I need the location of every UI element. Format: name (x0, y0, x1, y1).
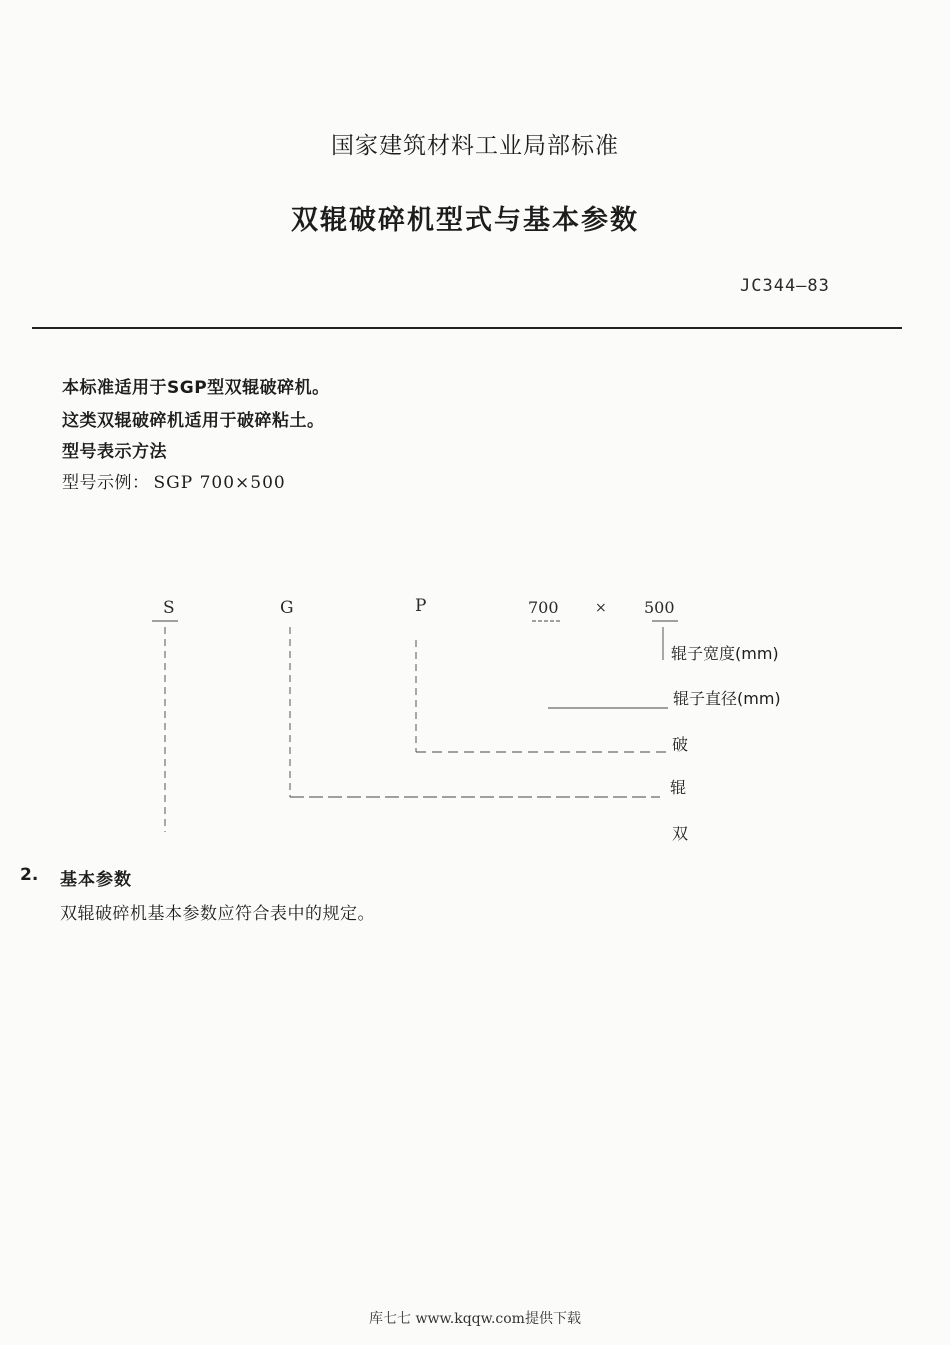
section-body: 双辊破碎机基本参数应符合表中的规定。 (60, 904, 375, 924)
issuer-title: 国家建筑材料工业局部标准 (331, 133, 619, 159)
footer-source: 库七七 www.kqqw.com提供下载 (369, 1311, 581, 1327)
document-title: 双辊破碎机型式与基本参数 (291, 205, 639, 236)
symbol-g: G (280, 598, 294, 618)
label-gun: 辊 (670, 778, 687, 797)
usage-paragraph: 这类双辊破碎机适用于破碎粘土。 (62, 411, 325, 431)
label-shuang: 双 (672, 824, 689, 843)
model-example-label: 型号示例： (62, 473, 150, 493)
symbol-p: P (415, 596, 427, 616)
section-title: 基本参数 (60, 870, 132, 890)
standard-code: JC344—83 (740, 276, 830, 296)
section-number: 2. (20, 865, 39, 885)
symbol-500: 500 (644, 598, 675, 617)
symbol-times: × (595, 600, 607, 616)
label-roll-diameter: 辊子直径(mm) (673, 689, 781, 708)
scope-paragraph: 本标准适用于SGP型双辊破碎机。 (62, 378, 330, 398)
symbol-700: 700 (528, 598, 559, 617)
model-heading: 型号表示方法 (62, 442, 167, 462)
label-po: 破 (672, 735, 689, 754)
model-example-value: SGP 700×500 (153, 473, 286, 493)
symbol-s: S (163, 598, 175, 618)
label-roll-width: 辊子宽度(mm) (671, 644, 779, 663)
